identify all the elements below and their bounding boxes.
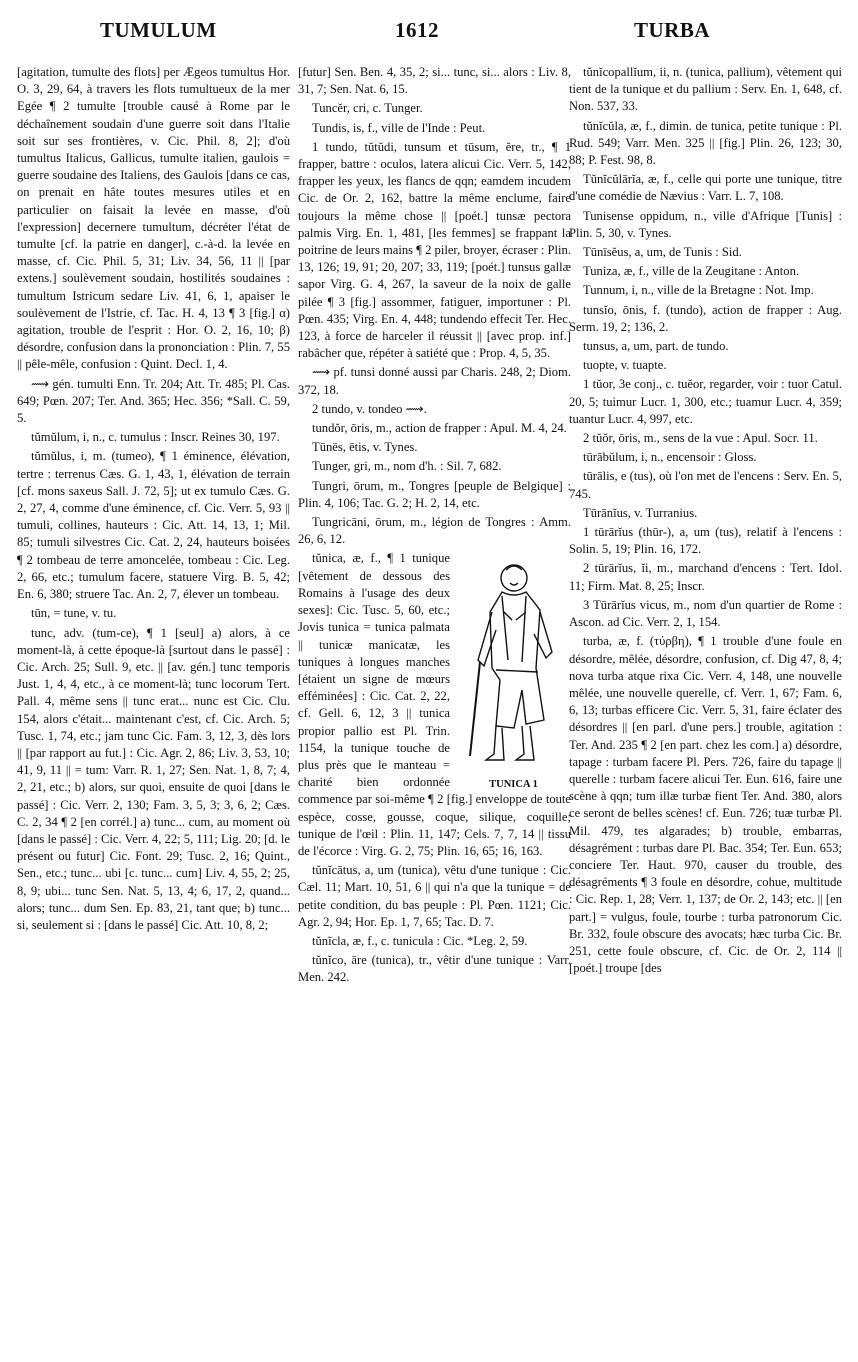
- dictionary-entry: [futur] Sen. Ben. 4, 35, 2; si... tunc, si... alors : Liv. 8, 31, 7; Sen. Nat. 6, 15.: [298, 65, 571, 97]
- toga-figure-illustration: [456, 550, 571, 770]
- page-header: [0, 18, 858, 54]
- dictionary-entry: 1 tundo, tŭtŭdi, tunsum et tūsum, ĕre, tr., ¶ 1 frapper, battre : oculos, latera alicui Cic. Verr. 5, 142, frapper les yeux, les flancs de qqn; eamdem incudem Cic. de Or. 2, 162, battre la même enclume, faire toujours la même chose || [poét.] tunsæ pectora palmis Virg. En. 1, 481, [les femmes] se frappant la poitrine de leurs mains ¶ 2 piler, broyer, écraser : Plin. 13, 126; 19, 91; 20, 207; 33, 119; [poét.] tunsus gallæ sapor Virg. G. 4, 267, la saveur de la noix de galle pilée ¶ 3 [fig.] assommer, fatiguer, importuner : Pl. Pœn. 435; Virg. En. 4, 448; tundendo effecit Ter. Hec. 123, à force de harceler il réussit || [avec prop. inf.] rabâcher que, répéter à satiété que : Prop. 4, 5, 35.: [298, 139, 571, 361]
- dictionary-entry: Tunnum, i, n., ville de la Bretagne : Not. Imp.: [583, 283, 814, 298]
- dictionary-entry: tūrābŭlum, i, n., encensoir : Gloss.: [583, 450, 757, 465]
- dictionary-entry: tūrālis, e (tus), où l'on met de l'encens : Serv. En. 5, 745.: [569, 469, 842, 501]
- dictionary-entry: Tundis, is, f., ville de l'Inde : Peut.: [312, 120, 486, 135]
- tunica-illustration: [456, 550, 571, 788]
- dictionary-entry: tŭnĭco, āre (tunica), tr., vêtir d'une tunique : Varr. Men. 242.: [298, 953, 571, 985]
- dictionary-entry: 1 tūrārĭus (thūr-), a, um (tus), relatif à l'encens : Solin. 5, 19; Plin. 16, 172.: [569, 525, 842, 557]
- dictionary-entry: tŭnĭcla, æ, f., c. tunicula : Cic. *Leg. 2, 59.: [312, 933, 528, 948]
- dictionary-entry: 2 tundo, v. tondeo ⟿.: [312, 401, 427, 416]
- column-2: [298, 64, 571, 989]
- dictionary-entry: tŭnĭcātus, a, um (tunica), vêtu d'une tunique : Cic. Cæl. 11; Mart. 10, 51, 6 || qui n'a que la tunique = de petite condition, du bas peuple : Pl. Pœn. 1121; Cic. Agr. 2, 94; Hor. Ep. 1, 7, 65; Tac. D. 7.: [298, 863, 571, 929]
- dictionary-entry: [agitation, tumulte des flots] per Ægeos tumultus Hor. O. 3, 29, 64, à travers les flots tumultueux de la mer Egée ¶ 2 tumulte [trouble causé à Rome par le déchaînement soudain d'une guerre soit dans l'Italie soit sur ses frontières, v. Cic. Phil. 8, 2]; d'où tumultus Italicus, Gallicus, tumulte italien, gaulois = guerre soudaine des Italiens, des Gaulois [dans ce cas, on prenait en hâte toutes mesures utiles et en particulier on faisait la levée en masse, d'où l'expression] decernere tumultum, décréter l'état de tumulte [cf. la patrie en danger], c.-à-d. la levée en masse, cf. Cic. Phil. 5, 31; Liv. 34, 56, 11 || [par extens.] soulèvement soudain, hostilités soudaines : tumultum Istricum sedare Liv. 41, 6, 1, apaiser le soulèvement de l'Istrie, cf. Tac. H. 4, 13 ¶ 3 [fig.] α) agitation, trouble de l'esprit : Hor. O. 2, 16, 10; β) désordre, confusion dans la prononciation : Plin. 7, 55 || pêle-mêle, confusion : Quint. Decl. 1, 4.: [17, 65, 290, 372]
- page-number: 1612: [395, 18, 439, 42]
- dictionary-entry: ⟿ gén. tumulti Enn. Tr. 204; Att. Tr. 485; Pl. Cas. 649; Pœn. 207; Ter. And. 365; Hec. 356; *Sall. C. 59, 5.: [17, 376, 290, 426]
- column-1: [17, 64, 290, 936]
- dictionary-entry: ⟿ pf. tunsi donné aussi par Charis. 248, 2; Diom. 372, 18.: [298, 365, 571, 397]
- figure-caption: TUNICA 1: [489, 778, 538, 790]
- dictionary-entry: 1 tŭor, 3e conj., c. tuĕor, regarder, voir : tuor Catul. 20, 5; tuimur Lucr. 1, 300, etc.; tuamur Lucr. 4, 359; tuantur Lucr. 4, 997, etc.: [569, 377, 842, 426]
- dictionary-entry: Tungricāni, ōrum, m., légion de Tongres : Amm. 26, 6, 12.: [298, 515, 571, 547]
- dictionary-entry: Tungri, ōrum, m., Tongres [peuple de Belgique] : Plin. 4, 106; Tac. G. 2; H. 2, 14, etc.: [298, 478, 571, 510]
- dictionary-entry: Tŭnĭcŭlārĭa, æ, f., celle qui porte une tunique, titre d'une comédie de Nævius : Varr. L. 7, 108.: [569, 172, 842, 204]
- dictionary-entry: tŭnica, æ, f., ¶ 1 tunique [vêtement de dessous des Romains à l'usage des deux sexes]: Cic. Tusc. 5, 60, etc.; Jovis tunica = tunica palmata || tunicæ manicatæ, les tuniques à longues manches [étaient un signe de mœurs efféminées] : Cic. Cat. 2, 22, cf. Gell. 6, 12, 3 || tunica propior pallio est Pl. Trin. 1154, la tunique touche de plus près que le manteau = charité bien ordonnée commence par soi-même ¶ 2 [fig.] enveloppe de toute espèce, cosse, gousse, coque, silique, coquille; tunique de l'œil : Plin. 11, 147; Cels. 7, 7, 14 || tissu de l'écorce : Virg. G. 2, 75; Plin. 16, 65; 16, 163.: [298, 551, 571, 858]
- dictionary-entry: turba, æ, f. (τύρβη), ¶ 1 trouble d'une foule en désordre, mêlée, désordre, confusion, cf. Dig 47, 8, 4; nova turba atque rixa Cic. Verr. 4, 148, une nouvelle mêlée, une nouvelle querelle, cf. Verr. 1, 67; Fam. 6, 6, 13; turbas efficere Cic. Verr. 5, 31, faire éclater des désordres || [en parl. d'une pers.] trouble, agitation : Ter. And. 235 ¶ 2 [en part. chez les com.] a) désordre, tapage : turbam facere Pl. Pers. 726, faire du tapage || querelle : turbam facere alicui Ter. Eun. 616, faire une scène à qqn; tum illæ turbæ fient Ter. And. 380, alors ce seront de belles scènes! cf. Eun. 726; tuæ turbæ Pl. Mil. 479, tes algarades; b) trouble, embarras, désagrément : turbas dare Pl. Bac. 354; Ter. Eun. 653; conciere Ter. Haut. 970, causer du trouble, des désagréments ¶ 3 foule en désordre, cohue, multitude : Cic. Rep. 1, 28; Verr. 1, 137; de Or. 2, 143; etc. || [en part.] = vulgus, foule, tourbe : turba patronorum Cic. Br. 332, foule obscure des avocats; hæc turba Cic. Br. 251, cette foule obscure, cf. Cic. de Or. 2, 114 || [poét.] troupe [des: [569, 634, 842, 976]
- dictionary-entry: Tūnēs, ētis, v. Tynes.: [312, 440, 418, 455]
- dictionary-entry: tŭnĭcopallĭum, ii, n. (tunica, pallium), vêtement qui tient de la tunique et du pallium : Serv. En. 1, 648, cf. Non. 537, 33.: [569, 65, 842, 114]
- dictionary-entry: tŭmŭlum, i, n., c. tumulus : Inscr. Reines 30, 197.: [31, 430, 280, 445]
- dictionary-entry: Tunger, gri, m., nom d'h. : Sil. 7, 682.: [312, 459, 502, 474]
- running-head-right: TURBA: [634, 18, 711, 42]
- dictionary-entry: Tuniza, æ, f., ville de la Zeugitane : Anton.: [583, 264, 800, 279]
- dictionary-entry: tunsus, a, um, part. de tundo.: [583, 339, 729, 354]
- dictionary-entry: tŭnĭcŭla, æ, f., dimin. de tunica, petite tunique : Pl. Rud. 549; Varr. Men. 325 || [fig.] Plin. 26, 123; 30, 88; P. Fest. 98, 8.: [569, 118, 842, 168]
- dictionary-entry: tundŏr, ōris, m., action de frapper : Apul. M. 4, 24.: [312, 421, 567, 436]
- dictionary-entry: Tuncĕr, cri, c. Tunger.: [312, 101, 423, 116]
- dictionary-entry: tunsĭo, ōnis, f. (tundo), action de frapper : Aug. Serm. 19, 2; 136, 2.: [569, 302, 842, 334]
- dictionary-entry: Tūnīsĕus, a, um, de Tunis : Sid.: [583, 245, 742, 260]
- dictionary-entry: 2 tŭŏr, ōris, m., sens de la vue : Apul. Socr. 11.: [583, 431, 818, 446]
- dictionary-entry: Tunisense oppidum, n., ville d'Afrique [Tunis] : Plin. 5, 30, v. Tynes.: [569, 208, 842, 240]
- dictionary-entry: tuopte, v. tuapte.: [583, 358, 667, 373]
- column-3: [569, 64, 842, 979]
- dictionary-entry: Tūrānĭus, v. Turranius.: [583, 505, 698, 520]
- running-head-left: TUMULUM: [100, 18, 217, 42]
- dictionary-entry: 3 Tūrārĭus vicus, m., nom d'un quartier de Rome : Ascon. ad Cic. Verr. 2, 1, 154.: [569, 597, 842, 630]
- dictionary-entry: tūn, = tune, v. tu.: [31, 606, 117, 621]
- dictionary-entry: tŭmŭlus, i, m. (tumeo), ¶ 1 éminence, élévation, tertre : terrenus Cæs. G. 1, 43, 1, élévation de terrain [cf. mons saxeus Sall. J. 72, 5]; ut ex tumulo Cæs. G. 2, 27, 4, comme d'une éminence, cf. Cic. Verr. 5, 93 || tumuli, collines, hauteurs : Cic. Att. 14, 13, 1; Mil. 85; tumuli silvestres Cic. Cat. 2, 24, hauteurs boisées ¶ 2 tombeau de terre amoncelée, tombeau : Cic. Leg. 2, 66, etc.; tumulum facere, statuere Virg. B. 5, 42; En. 6, 380; struere Tac. An. 2, 7, élever un tombeau.: [17, 449, 290, 602]
- dictionary-entry: 2 tūrārĭus, ĭi, m., marchand d'encens : Tert. Idol. 11; Firm. Mat. 8, 25; Inscr.: [569, 561, 842, 593]
- dictionary-entry: tunc, adv. (tum-ce), ¶ 1 [seul] a) alors, à ce moment-là, à cette époque-là [surtout dans le passé] : Cic. Arch. 25; Sull. 9, etc. || [av. gén.] tunc temporis Just. 1, 4, 4, etc., à ce moment-là; tunc locorum Tert. Pall. 4, même sens || tunc erat... nunc est Cic. Clu. 154, alors c'était... maintenant c'est, cf. Cic. Arch. 5; Tusc. 1, 74, etc.; jam tunc Cic. Fam. 3, 12, 3, dès lors || [par rapport au fut.] : Cic. Agr. 2, 86; Liv. 3, 53, 10; 41, 9, 11 || = tum: Varr. R. 1, 27; Sen. Nat. 1, 8, 7; 4, 2, 21, etc.; b) alors, sur quoi, ensuite de quoi [dans le passé] : Cic. Verr. 2, 130; Fam. 3, 5, 3; 3, 6, 2; Cæs. C. 2, 34 ¶ 2 [en corrél.] a) tunc... cum, au moment où [dans le passé] : Cic. Verr. 4, 22; 5, 111; Lig. 20; [d. le présent ou futur] Cic. Font. 29; Tusc. 2, 16; Quint., Sen., etc.; tunc... ubi [c. tunc... cum] Liv. 4, 55, 2; 25, 8, 9; ubi... tunc Sen. Nat. 5, 13, 4; 6, 17, 2, quand... alors; tunc... dum Sen. Ep. 83, 21, tant que; b) tunc... si, seulement si : [dans le passé] Cic. Att. 10, 8, 2;: [17, 625, 290, 932]
